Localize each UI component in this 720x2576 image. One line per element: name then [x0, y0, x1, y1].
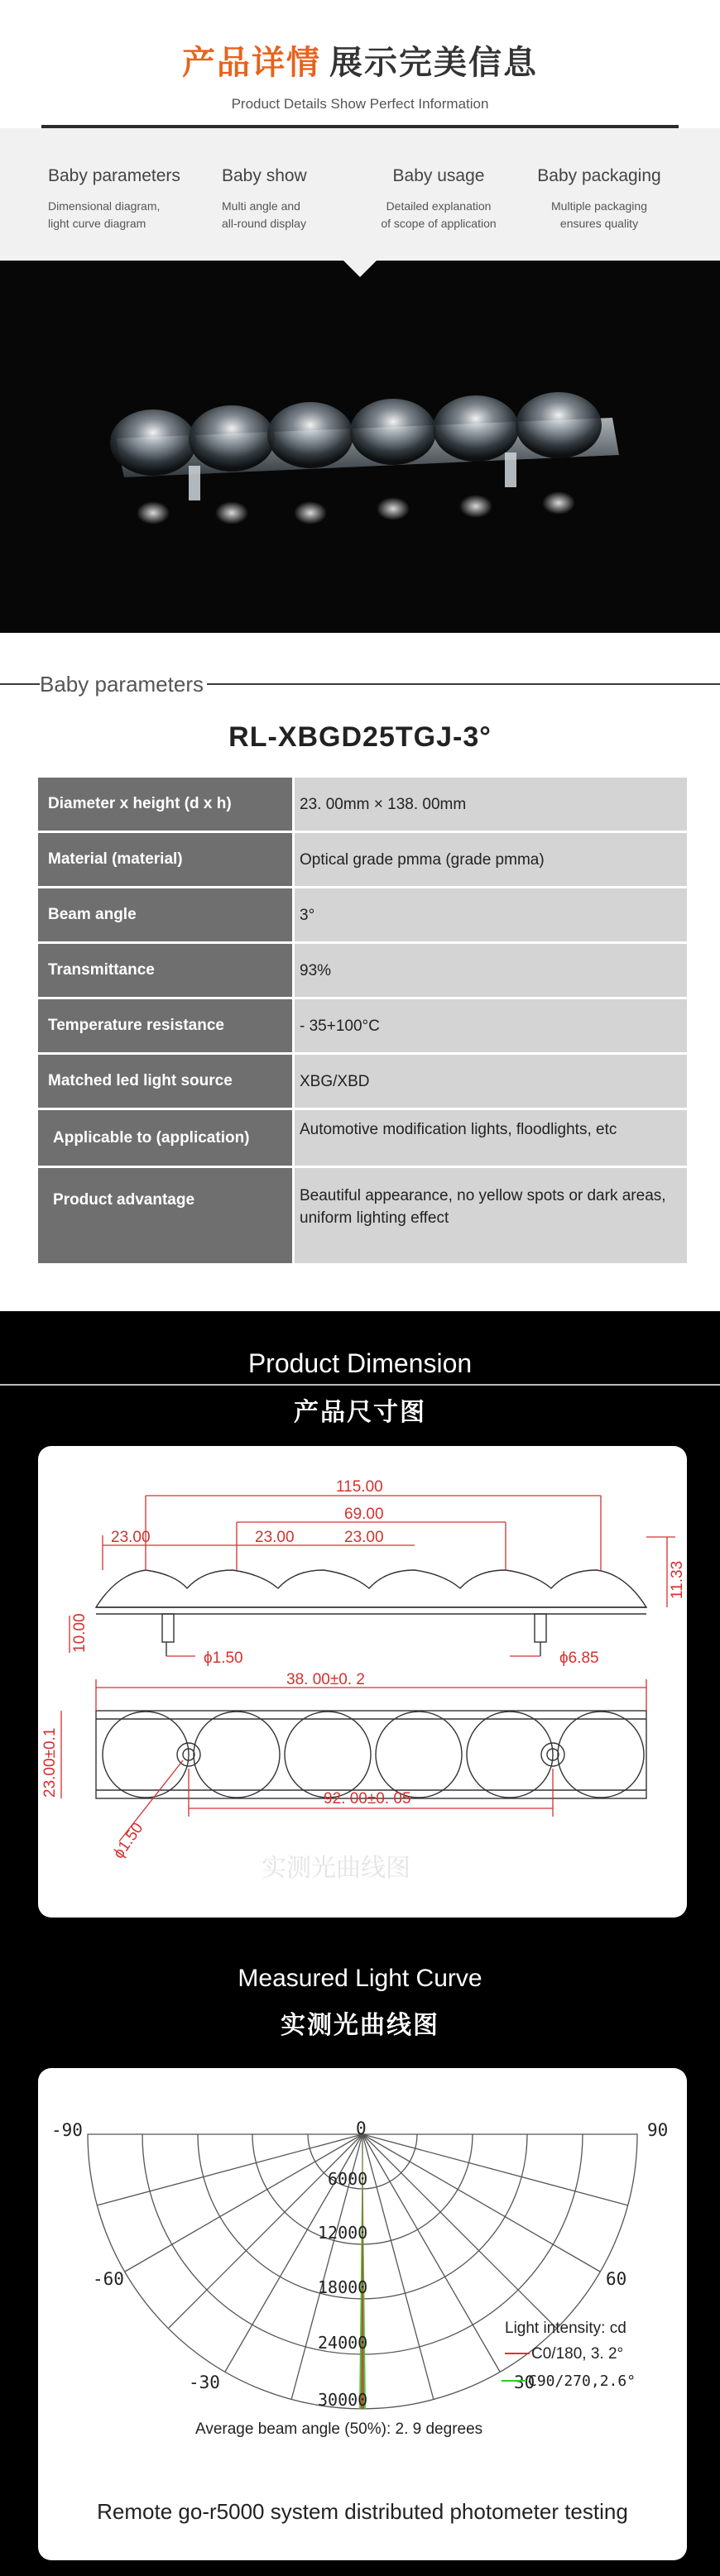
dim-label-overall-len: 38. 00±0. 2 [286, 1671, 365, 1688]
param-key: Temperature resistance [38, 999, 295, 1055]
param-value: 93% [295, 944, 687, 999]
test-footer: Remote go-r5000 system distributed photometer testing [97, 2499, 628, 2524]
table-row [38, 833, 687, 888]
legend-title: Light intensity: cd [505, 2320, 626, 2337]
title-highlight: 产品详情 [182, 45, 321, 81]
ring-label: 12000 [318, 2223, 368, 2243]
table-row [38, 1168, 687, 1266]
param-key: Product advantage [38, 1168, 295, 1266]
lens-illustration [0, 261, 720, 633]
nav-item-title: Baby show [222, 166, 307, 185]
polar-light-curve [38, 2068, 687, 2560]
dim-label-pitch-a: 23.00 [111, 1529, 151, 1546]
param-value: Automotive modification lights, floodlights, etc [295, 1110, 687, 1168]
nav-item-title: Baby packaging [537, 166, 661, 185]
nav-item-title: Baby parameters [48, 166, 180, 185]
param-value: Beautiful appearance, no yellow spots or dark areas, uniform lighting effect [295, 1168, 687, 1266]
angle-label: -30 [189, 2373, 220, 2392]
section-nav [0, 128, 720, 261]
table-row [38, 1110, 687, 1168]
dim-label-height-right: 11.33 [669, 1560, 686, 1599]
dark-section [0, 1311, 720, 2576]
param-value: Optical grade pmma (grade pmma) [295, 833, 687, 888]
param-value: 3° [295, 888, 687, 944]
table-row [38, 888, 687, 944]
dim-label-span-69: 69.00 [344, 1506, 384, 1523]
nav-item-packaging[interactable] [525, 166, 674, 232]
page-title [0, 36, 720, 84]
param-value: 23. 00mm × 138. 00mm [295, 778, 687, 833]
nav-item-desc: Multiple packaging ensures quality [551, 199, 647, 230]
table-row [38, 1055, 687, 1110]
dim-label-total-top: 115.00 [336, 1478, 383, 1496]
legend-c0: C0/180, 3. 2° [531, 2345, 624, 2363]
page-subtitle: Product Details Show Perfect Information [231, 96, 489, 112]
dim-label-hole-span: 92. 00±0. 05 [324, 1790, 411, 1808]
light-curve-panel [38, 2068, 687, 2560]
dimension-title-divider [0, 1384, 720, 1386]
nav-item-desc: Multi angle and all-round display [222, 199, 306, 230]
nav-item-title: Baby usage [392, 166, 485, 185]
title-rest: 展示完美信息 [329, 45, 538, 81]
params-section-label: Baby parameters [40, 672, 207, 697]
param-value: - 35+100°C [295, 999, 687, 1055]
param-value: XBG/XBD [295, 1055, 687, 1110]
dimension-drawing-panel [38, 1446, 687, 1918]
curve-title-cn: 实测光曲线图 [281, 2012, 439, 2039]
dim-label-width-left: 23.00±0.1 [41, 1727, 59, 1798]
table-row [38, 778, 687, 833]
dimension-title-en: Product Dimension [247, 1348, 473, 1378]
dim-label-right-dia: ϕ6.85 [559, 1650, 599, 1667]
param-key: Material (material) [38, 833, 295, 888]
dim-label-pin-height: 10.00 [71, 1613, 89, 1653]
param-key: Transmittance [38, 944, 295, 999]
nav-item-usage[interactable] [356, 166, 521, 232]
nav-item-desc: Detailed explanation of scope of application [381, 199, 497, 230]
dim-label-hole-dia: ϕ1.50 [109, 1819, 147, 1862]
drawing-watermark: 实测光曲线图 [262, 1854, 410, 1883]
angle-label: 90 [647, 2120, 669, 2140]
nav-pointer [343, 261, 377, 277]
table-row [38, 944, 687, 999]
nav-item-parameters[interactable] [48, 166, 214, 232]
ring-label: 30000 [318, 2390, 368, 2410]
param-key: Matched led light source [38, 1055, 295, 1110]
angle-label: 30 [514, 2373, 535, 2392]
param-key: Beam angle [38, 888, 295, 944]
angle-label: -60 [93, 2269, 124, 2289]
dimension-labels [41, 1478, 686, 1862]
angle-label: 60 [606, 2269, 627, 2289]
params-table [38, 778, 687, 1266]
dim-label-pitch-b: 23.00 [255, 1529, 295, 1546]
legend-c90: C90/270,2.6° [528, 2373, 636, 2390]
dim-label-pitch-c: 23.00 [344, 1529, 384, 1546]
beam-angle-note: Average beam angle (50%): 2. 9 degrees [195, 2420, 483, 2438]
param-key: Applicable to (application) [38, 1110, 295, 1168]
product-photo [0, 261, 720, 633]
table-row [38, 999, 687, 1055]
ring-label: 18000 [318, 2277, 368, 2297]
angle-label: 0 [356, 2119, 367, 2138]
ring-label: 24000 [318, 2333, 368, 2353]
dimension-title-cn: 产品尺寸图 [294, 1399, 426, 1426]
params-section-header [0, 668, 720, 701]
model-number: RL-XBGD25TGJ-3° [228, 721, 492, 753]
curve-title-en: Measured Light Curve [238, 1965, 482, 1992]
param-key: Diameter x height (d x h) [38, 778, 295, 833]
ring-label: 6000 [328, 2169, 368, 2189]
dimension-drawing [38, 1446, 687, 1918]
dim-label-pin-dia: ϕ1.50 [204, 1650, 243, 1667]
nav-item-desc: Dimensional diagram, light curve diagram [48, 199, 161, 230]
angle-label: -90 [51, 2120, 83, 2140]
